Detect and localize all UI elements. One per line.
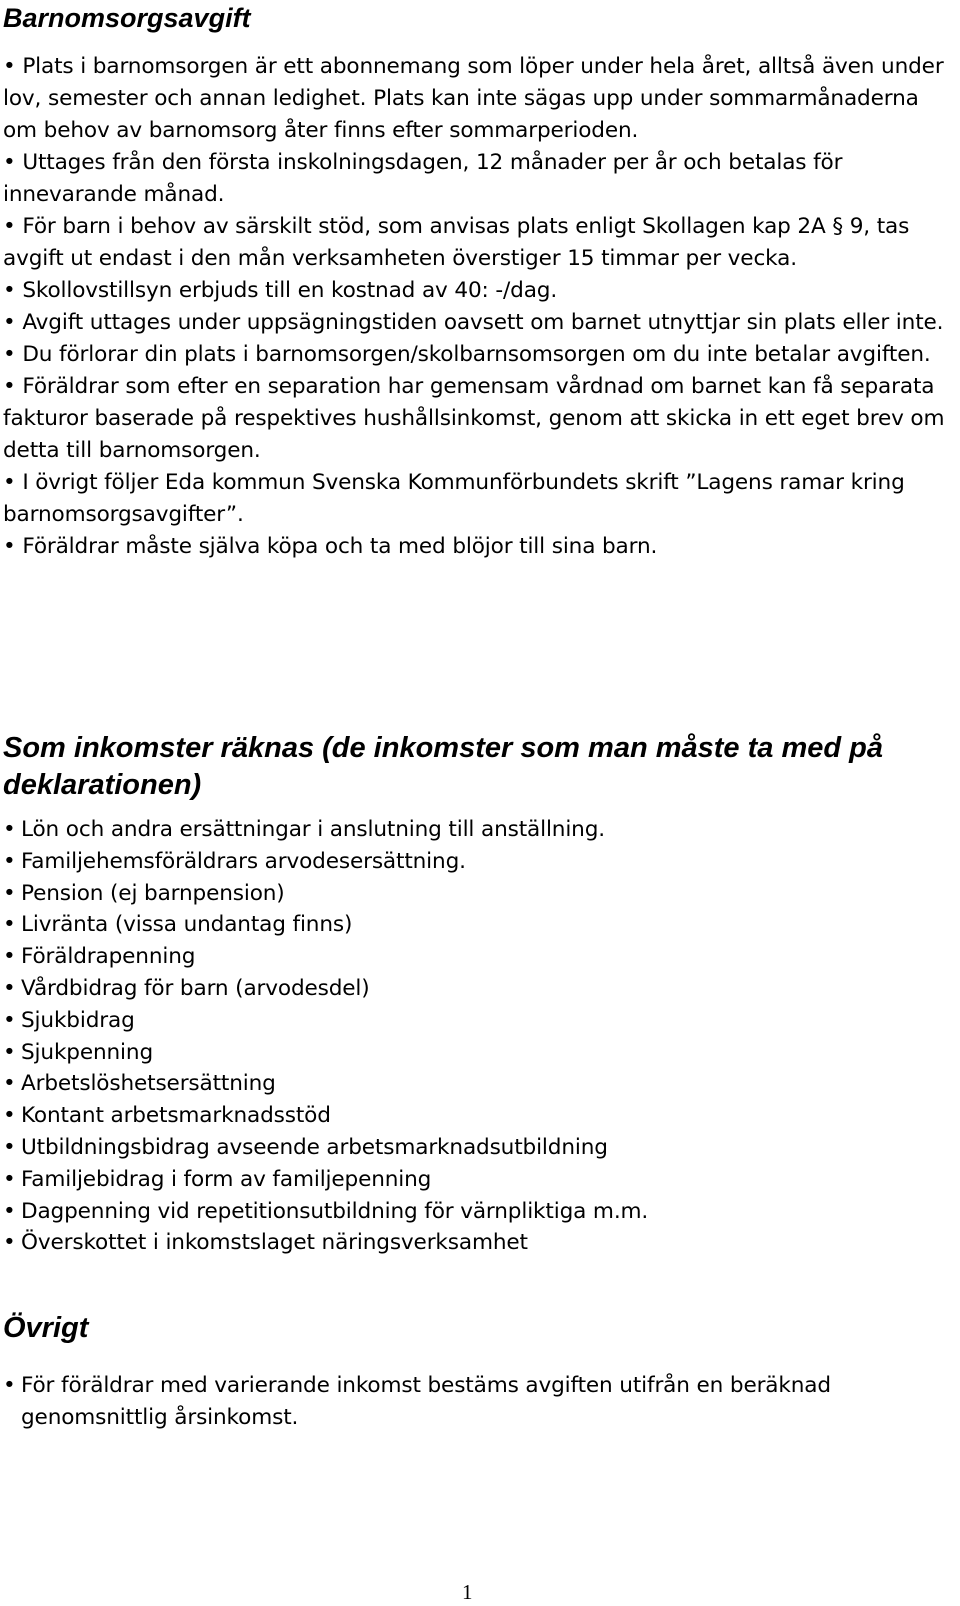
fee-item <box>3 342 931 367</box>
fee-bullet-paragraph <box>3 51 955 563</box>
list-item <box>3 1370 941 1434</box>
bullet-glyph: • <box>3 1007 16 1033</box>
list-item <box>3 878 943 910</box>
list-item-text: Familjebidrag i form av familjepenning <box>21 1166 432 1192</box>
bullet-glyph: • <box>3 1134 16 1160</box>
fee-item-text: Uttages från den första inskolningsdagen, 12 månader per år och betalas för innevarande månad. <box>3 150 843 207</box>
bullet-glyph: • <box>3 342 16 367</box>
fee-item-text: Plats i barnomsorgen är ett abonnemang som löper under hela året, alltså även under lov, semester och annan ledighet. Plats kan inte sägas upp under sommarmånaderna om behov av barnomsorg åter finns efter sommarperioden. <box>3 54 944 143</box>
bullet-glyph: • <box>3 278 16 303</box>
list-item-text: Föräldrapenning <box>21 944 196 970</box>
list-item-text: Pension (ej barnpension) <box>21 880 285 906</box>
list-item <box>3 1227 943 1259</box>
fee-item-text: För barn i behov av särskilt stöd, som anvisas plats enligt Skollagen kap 2A § 9, tas avgift ut endast i den mån verksamheten överstiger 15 timmar per vecka. <box>3 214 910 271</box>
list-item <box>3 1132 943 1164</box>
bullet-glyph: • <box>3 1071 16 1097</box>
list-item <box>3 1100 943 1132</box>
bullet-glyph: • <box>3 912 16 938</box>
list-item-text: Livränta (vissa undantag finns) <box>21 912 353 938</box>
bullet-glyph: • <box>3 1198 16 1224</box>
list-item-text: Sjukpenning <box>21 1039 154 1065</box>
page-number: 1 <box>462 1580 473 1604</box>
list-item <box>3 1196 943 1228</box>
bullet-glyph: • <box>3 1373 16 1398</box>
fee-item-text: Du förlorar din plats i barnomsorgen/skolbarnsomsorgen om du inte betalar avgiften. <box>22 342 931 367</box>
fee-item <box>3 54 944 143</box>
list-item-text: Familjehemsföräldrars arvodesersättning. <box>21 848 466 874</box>
bullet-glyph: • <box>3 880 16 906</box>
section-heading-fee: Barnomsorgsavgift <box>3 3 251 33</box>
fee-item <box>3 150 842 207</box>
bullet-glyph: • <box>3 975 16 1001</box>
list-item <box>3 941 943 973</box>
list-item <box>3 1037 943 1069</box>
list-item-text: Dagpenning vid repetitionsutbildning för värnpliktiga m.m. <box>21 1198 649 1224</box>
bullet-glyph: • <box>3 150 16 175</box>
list-item-text: Kontant arbetsmarknadsstöd <box>21 1103 331 1129</box>
list-item <box>3 1164 943 1196</box>
list-item-text: Vårdbidrag för barn (arvodesdel) <box>21 975 370 1001</box>
fee-item <box>3 374 944 463</box>
bullet-glyph: • <box>3 214 16 239</box>
bullet-glyph: • <box>3 470 16 495</box>
bullet-glyph: • <box>3 310 16 335</box>
bullet-glyph: • <box>3 374 16 399</box>
income-list <box>3 814 943 1259</box>
fee-item-text: Föräldrar måste själva köpa och ta med blöjor till sina barn. <box>22 534 658 559</box>
bullet-glyph: • <box>3 534 16 559</box>
list-item-text: Lön och andra ersättningar i anslutning till anställning. <box>21 817 605 842</box>
fee-item <box>3 214 909 271</box>
fee-item <box>3 470 905 527</box>
bullet-glyph: • <box>3 1166 16 1192</box>
bullet-glyph: • <box>3 1230 16 1256</box>
fee-item-text: I övrigt följer Eda kommun Svenska Kommunförbundets skrift ”Lagens ramar kring barnomsorgsavgifter”. <box>3 470 905 527</box>
section-heading-other: Övrigt <box>3 1312 89 1344</box>
list-item <box>3 909 943 941</box>
bullet-glyph: • <box>3 54 16 79</box>
bullet-glyph: • <box>3 1103 16 1129</box>
bullet-glyph: • <box>3 848 16 874</box>
fee-item <box>3 310 943 335</box>
other-list <box>3 1370 943 1434</box>
list-item-text: För föräldrar med varierande inkomst bestäms avgiften utifrån en beräknad genomsnittlig årsinkomst. <box>21 1373 831 1430</box>
fee-item <box>3 534 657 559</box>
fee-item-text: Skollovstillsyn erbjuds till en kostnad av 40: -/dag. <box>22 278 558 303</box>
fee-item-text: Föräldrar som efter en separation har gemensam vårdnad om barnet kan få separata fakturor baserade på respektives hushållsinkomst, genom att skicka in ett eget brev om detta till barnomsorgen. <box>3 374 945 463</box>
bullet-glyph: • <box>3 1039 16 1065</box>
list-item-text: Sjukbidrag <box>21 1007 135 1033</box>
bullet-glyph: • <box>3 944 16 970</box>
section-heading-income: Som inkomster räknas (de inkomster som man måste ta med på deklarationen) <box>3 732 883 801</box>
list-item <box>3 846 943 878</box>
fee-item <box>3 278 557 303</box>
list-item <box>3 814 943 846</box>
list-item <box>3 1068 943 1100</box>
list-item-text: Utbildningsbidrag avseende arbetsmarknadsutbildning <box>21 1134 608 1160</box>
list-item-text: Arbetslöshetsersättning <box>21 1071 276 1097</box>
list-item-text: Överskottet i inkomstslaget näringsverksamhet <box>21 1230 528 1256</box>
list-item <box>3 973 943 1005</box>
list-item <box>3 1005 943 1037</box>
bullet-glyph: • <box>3 817 16 842</box>
fee-item-text: Avgift uttages under uppsägningstiden oavsett om barnet utnyttjar sin plats eller inte. <box>22 310 944 335</box>
